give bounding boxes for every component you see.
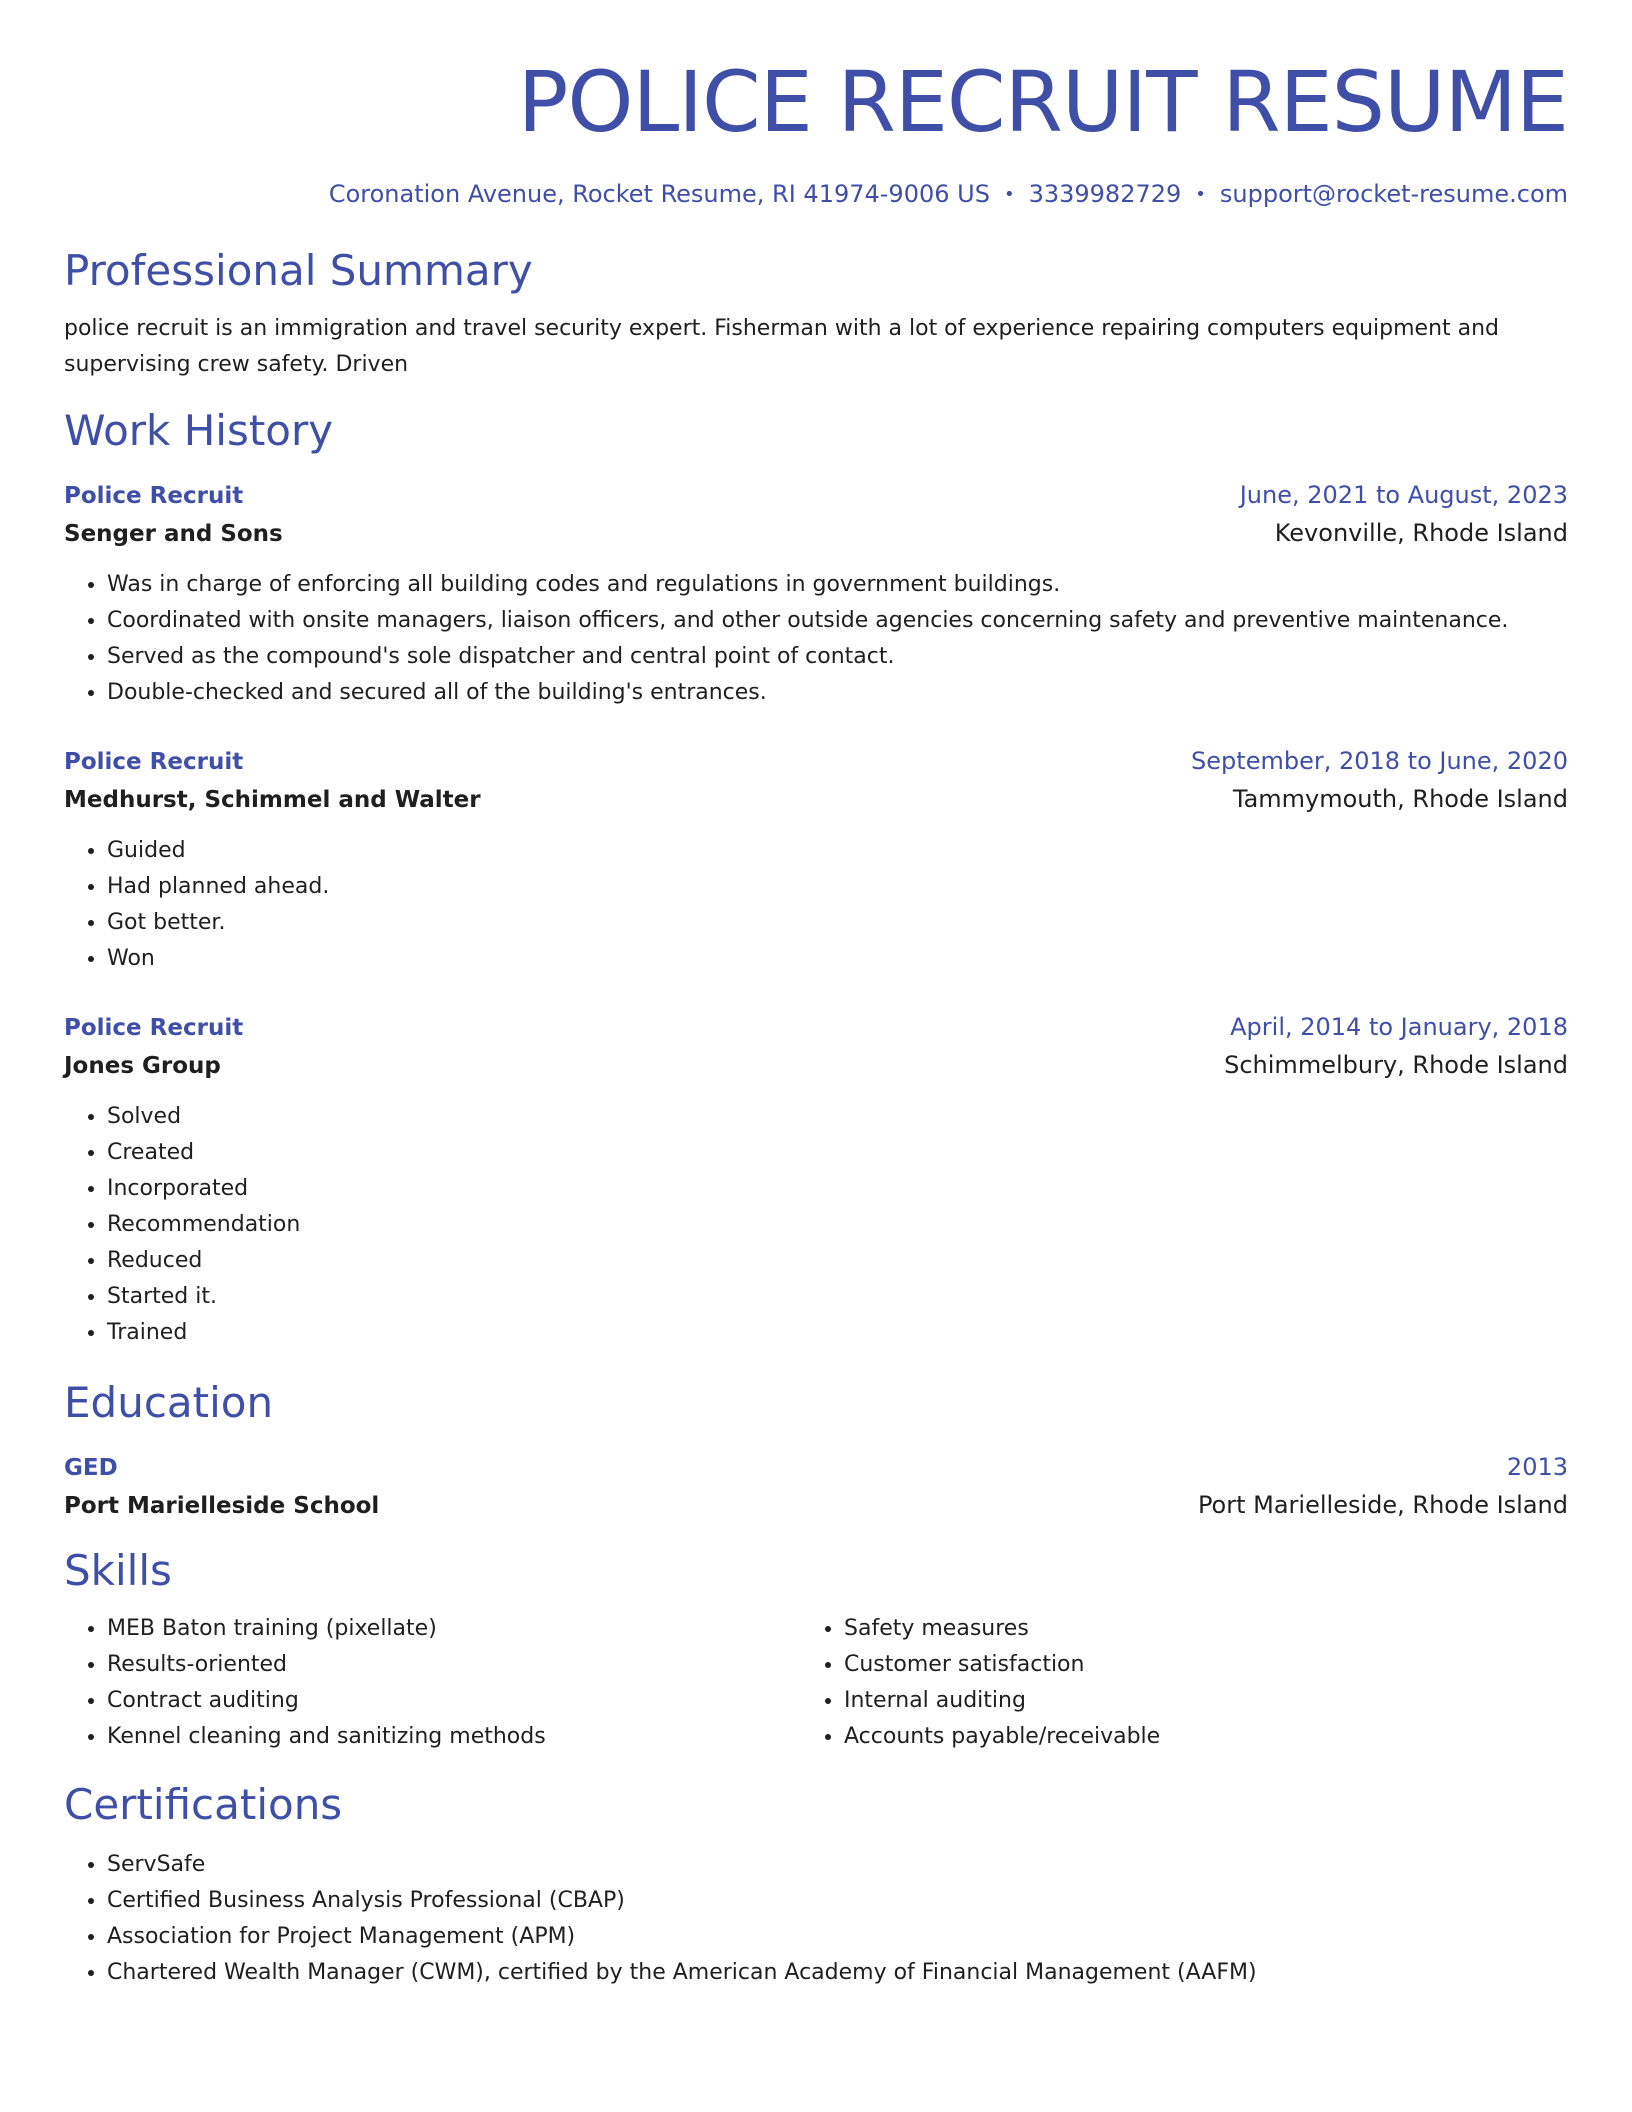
- contact-line: [64, 178, 1568, 211]
- skills-list-left: [64, 1611, 801, 1755]
- job-dates: June, 2021 to August, 2023: [1239, 481, 1568, 509]
- certification-item: • Association for Project Management (APM): [107, 1919, 1568, 1955]
- job-bullet: • Trained: [107, 1315, 1568, 1351]
- work-history-heading: Work History: [64, 406, 334, 455]
- job-bullets: [64, 833, 1568, 977]
- contact-separator: •: [1195, 184, 1206, 205]
- education-degree: GED: [64, 1455, 118, 1481]
- skills-column-right: [801, 1611, 1538, 1755]
- job-location: Schimmelbury, Rhode Island: [1224, 1051, 1568, 1079]
- job-bullets: [64, 567, 1568, 711]
- education-location: Port Marielleside, Rhode Island: [1197, 1491, 1568, 1519]
- job-dates: April, 2014 to January, 2018: [1230, 1013, 1568, 1041]
- contact-phone: 3339982729: [1028, 180, 1182, 208]
- job-company-row: [64, 516, 1568, 551]
- certification-item: • Certified Business Analysis Professional (CBAP): [107, 1883, 1568, 1919]
- job-header-row: [64, 745, 1568, 778]
- skills-list-right: [801, 1611, 1538, 1755]
- job-location: Tammymouth, Rhode Island: [1232, 785, 1568, 813]
- job-entry: [64, 745, 1568, 977]
- summary-text: police recruit is an immigration and travel security expert. Fisherman with a lot of experience repairing computers equipment and supervising crew safety. Driven: [64, 316, 1500, 377]
- skill-item: • Internal auditing: [844, 1683, 1538, 1719]
- contact-separator: •: [1003, 184, 1015, 205]
- job-bullet: • Reduced: [107, 1243, 1568, 1279]
- job-bullet: • Served as the compound's sole dispatcher and central point of contact.: [107, 639, 1568, 675]
- job-header-row: [64, 479, 1568, 512]
- job-bullet: • Created: [107, 1135, 1568, 1171]
- job-bullet: • Won: [107, 941, 1568, 977]
- job-bullet: • Got better.: [107, 905, 1568, 941]
- education-school: Port Marielleside School: [64, 1493, 380, 1519]
- job-title: Police Recruit: [64, 1015, 244, 1041]
- certifications-list: [64, 1847, 1568, 1991]
- contact-address: Coronation Avenue, Rocket Resume, RI 41974-9006 US: [328, 180, 990, 208]
- skill-item: • Accounts payable/receivable: [844, 1719, 1538, 1755]
- education-heading: Education: [64, 1378, 274, 1427]
- contact-email: support@rocket-resume.com: [1219, 180, 1568, 208]
- education-header-row: [64, 1451, 1568, 1484]
- job-bullet: • Started it.: [107, 1279, 1568, 1315]
- skill-item: • Kennel cleaning and sanitizing methods: [107, 1719, 801, 1755]
- skill-item: • Results-oriented: [107, 1647, 801, 1683]
- job-entry: [64, 479, 1568, 711]
- job-company-row: [64, 1048, 1568, 1083]
- job-title: Police Recruit: [64, 749, 244, 775]
- education-year: 2013: [1506, 1453, 1568, 1481]
- job-dates: September, 2018 to June, 2020: [1191, 747, 1568, 775]
- education-entry: [64, 1451, 1568, 1523]
- skill-item: • Safety measures: [844, 1611, 1538, 1647]
- job-location: Kevonville, Rhode Island: [1274, 519, 1568, 547]
- job-company: Medhurst, Schimmel and Walter: [64, 787, 481, 813]
- job-bullet: • Recommendation: [107, 1207, 1568, 1243]
- job-bullets: [64, 1099, 1568, 1351]
- education-school-row: [64, 1488, 1568, 1523]
- job-bullet: • Incorporated: [107, 1171, 1568, 1207]
- resume-title: POLICE RECRUIT RESUME: [517, 53, 1568, 151]
- skill-item: • MEB Baton training (pixellate): [107, 1611, 801, 1647]
- job-bullet: • Had planned ahead.: [107, 869, 1568, 905]
- certifications-heading: Certifications: [64, 1780, 343, 1829]
- skill-item: • Contract auditing: [107, 1683, 801, 1719]
- job-company: Jones Group: [64, 1053, 221, 1079]
- job-entry: [64, 1011, 1568, 1351]
- job-bullet: • Was in charge of enforcing all building codes and regulations in government buildings.: [107, 567, 1568, 603]
- job-title: Police Recruit: [64, 483, 244, 509]
- summary-heading: Professional Summary: [64, 246, 533, 295]
- skills-grid: [64, 1611, 1568, 1755]
- job-bullet: • Double-checked and secured all of the building's entrances.: [107, 675, 1568, 711]
- job-header-row: [64, 1011, 1568, 1044]
- skill-item: • Customer satisfaction: [844, 1647, 1538, 1683]
- job-bullet: • Coordinated with onsite managers, liaison officers, and other outside agencies concerning safety and preventive maintenance.: [107, 603, 1568, 639]
- certification-item: • ServSafe: [107, 1847, 1568, 1883]
- certification-item: • Chartered Wealth Manager (CWM), certified by the American Academy of Financial Management (AAFM): [107, 1955, 1568, 1991]
- job-company-row: [64, 782, 1568, 817]
- job-bullet: • Guided: [107, 833, 1568, 869]
- skills-column-left: [64, 1611, 801, 1755]
- job-company: Senger and Sons: [64, 521, 283, 547]
- skills-heading: Skills: [64, 1546, 172, 1595]
- job-bullet: • Solved: [107, 1099, 1568, 1135]
